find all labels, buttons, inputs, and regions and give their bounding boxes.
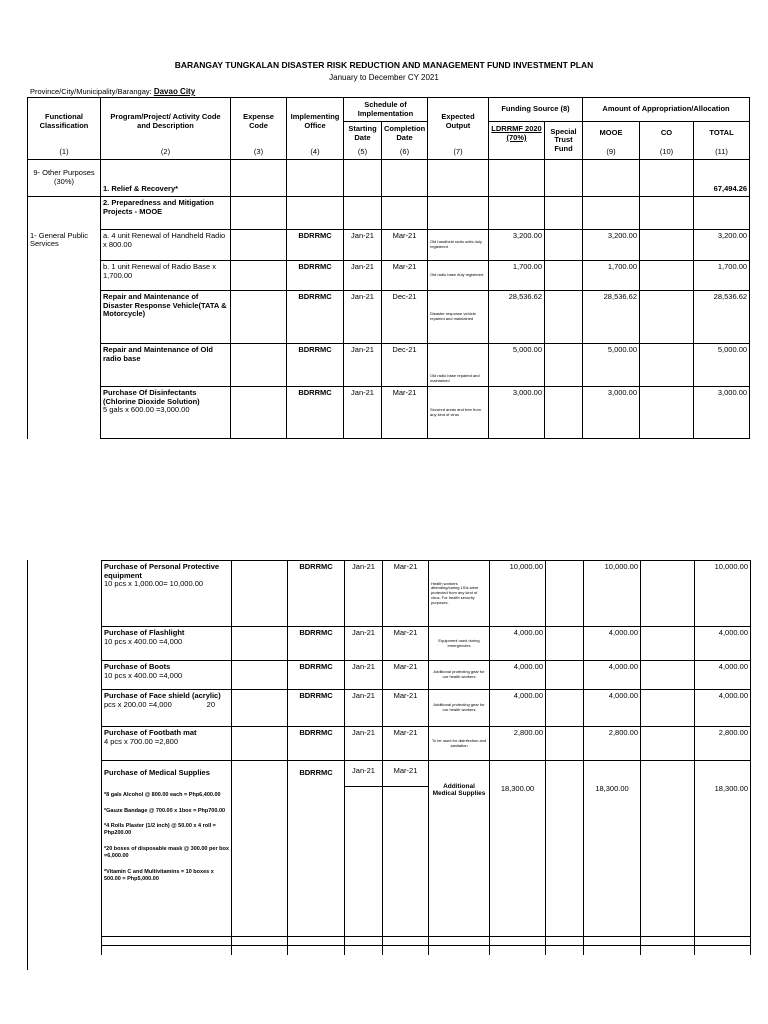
col-schedule: Schedule of Implementation bbox=[344, 98, 428, 122]
section-other-purposes: 9- Other Purposes (30%) bbox=[28, 160, 101, 197]
row-mooe: 28,536.62 bbox=[583, 291, 640, 344]
col-start: Starting Date bbox=[344, 122, 382, 146]
table-row bbox=[28, 261, 750, 291]
row-mooe: 2,800.00 bbox=[584, 727, 641, 761]
medical-item: *4 Rolls Plaster (1/2 inch) @ 50.00 x 4 roll = Php200.00 bbox=[104, 823, 216, 837]
table-row bbox=[28, 387, 750, 439]
row-start: Jan-21 bbox=[345, 561, 383, 627]
row-ldrrmf: 1,700.00 bbox=[489, 261, 545, 291]
row-output: Equipment used during emergencies bbox=[429, 627, 490, 661]
table-row bbox=[102, 946, 751, 955]
col-mooe: MOOE bbox=[583, 122, 640, 146]
row-desc: a. 4 unit Renewal of Handheld Radio x 800.00 bbox=[101, 230, 231, 261]
row-start: Jan-21 bbox=[345, 727, 383, 761]
investment-plan-table-page2 bbox=[101, 560, 751, 955]
medical-total: 18,300.00 bbox=[695, 761, 751, 937]
row-office: BDRRMC bbox=[288, 561, 345, 627]
row-office: BDRRMC bbox=[288, 627, 345, 661]
row-desc: Purchase of Flashlight 10 pcs x 400.00 =4,000 bbox=[102, 627, 232, 661]
row-total: 3,200.00 bbox=[694, 230, 750, 261]
col-funding: Funding Source (8) bbox=[489, 98, 583, 122]
row-start: Jan-21 bbox=[345, 627, 383, 661]
row-total: 4,000.00 bbox=[695, 627, 751, 661]
row-desc: Purchase of Footbath mat 4 pcs x 700.00 =2,800 bbox=[102, 727, 232, 761]
page2-left-border bbox=[27, 560, 28, 970]
row-end: Mar-21 bbox=[383, 627, 429, 661]
num-6: (6) bbox=[382, 146, 428, 160]
row-start: Jan-21 bbox=[344, 261, 382, 291]
medical-output: Additional Medical Supplies bbox=[429, 761, 490, 937]
relief-label: 1. Relief & Recovery* bbox=[101, 160, 231, 197]
row-start: Jan-21 bbox=[344, 344, 382, 387]
row-mooe: 4,000.00 bbox=[584, 690, 641, 727]
num-11: (11) bbox=[694, 146, 750, 160]
row-mooe: 5,000.00 bbox=[583, 344, 640, 387]
row-ldrrmf: 4,000.00 bbox=[490, 661, 546, 690]
num-4: (4) bbox=[287, 146, 344, 160]
preparedness-label: 2. Preparedness and Mitigation Projects - MOOE bbox=[101, 197, 231, 230]
col-completion: Completion Date bbox=[382, 122, 428, 146]
location-label: Province/City/Municipality/Barangay: bbox=[30, 87, 152, 96]
row-end: Mar-21 bbox=[382, 387, 428, 439]
row-total: 10,000.00 bbox=[695, 561, 751, 627]
row-output: Disaster response vehicle repaired and maintained bbox=[428, 291, 489, 344]
row-output: Old handheld radio units duly registered bbox=[428, 230, 489, 261]
row-end: Dec-21 bbox=[382, 344, 428, 387]
row-ldrrmf: 28,536.62 bbox=[489, 291, 545, 344]
row-end: Mar-21 bbox=[382, 230, 428, 261]
row-ldrrmf: 10,000.00 bbox=[490, 561, 546, 627]
row-output: Health workers attending/caring LSIs were protected from any kind of virus. For health security purposes. bbox=[429, 561, 490, 627]
table-row bbox=[102, 690, 751, 727]
row-total: 1,700.00 bbox=[694, 261, 750, 291]
row-desc: Purchase Of Disinfectants (Chlorine Dioxide Solution) 5 gals x 600.00 =3,000.00 bbox=[101, 387, 231, 439]
medical-start: Jan-21 bbox=[345, 761, 383, 937]
row-output: Additional protecting gear for our health workers bbox=[429, 661, 490, 690]
row-end: Mar-21 bbox=[383, 690, 429, 727]
header-number-row bbox=[28, 146, 750, 160]
row-end: Mar-21 bbox=[382, 261, 428, 291]
table-row bbox=[102, 627, 751, 661]
row-office: BDRRMC bbox=[288, 661, 345, 690]
medical-mooe: 18,300.00 bbox=[584, 761, 641, 937]
row-total: 2,800.00 bbox=[695, 727, 751, 761]
row-end: Mar-21 bbox=[383, 661, 429, 690]
table-row bbox=[28, 344, 750, 387]
col-co: CO bbox=[640, 122, 694, 146]
col-program: Program/Project/ Activity Code and Description bbox=[101, 98, 231, 146]
col-trust: Special Trust Fund bbox=[545, 122, 583, 160]
row-desc: Purchase of Boots 10 pcs x 400.00 =4,000 bbox=[102, 661, 232, 690]
row-ldrrmf: 4,000.00 bbox=[490, 690, 546, 727]
num-7: (7) bbox=[428, 146, 489, 160]
num-1: (1) bbox=[28, 146, 101, 160]
row-end: Mar-21 bbox=[383, 561, 429, 627]
row-mooe: 4,000.00 bbox=[584, 661, 641, 690]
medical-ldrrmf: 18,300.00 bbox=[490, 761, 546, 937]
table-row bbox=[102, 561, 751, 627]
row-office: BDRRMC bbox=[287, 344, 344, 387]
row-total: 4,000.00 bbox=[695, 661, 751, 690]
relief-total: 67,494.26 bbox=[694, 160, 750, 197]
header-row-1 bbox=[28, 98, 750, 122]
row-total: 28,536.62 bbox=[694, 291, 750, 344]
row-ldrrmf: 2,800.00 bbox=[490, 727, 546, 761]
medical-supplies-row bbox=[102, 761, 751, 937]
row-mooe: 10,000.00 bbox=[584, 561, 641, 627]
col-output: Expected Output bbox=[428, 98, 489, 146]
col-expense: Expense Code bbox=[231, 98, 287, 146]
num-10: (10) bbox=[640, 146, 694, 160]
plan-period: January to December CY 2021 bbox=[329, 73, 439, 82]
row-end: Dec-21 bbox=[382, 291, 428, 344]
row-total: 5,000.00 bbox=[694, 344, 750, 387]
row-start: Jan-21 bbox=[344, 230, 382, 261]
general-public-services: 1- General Public Services bbox=[28, 230, 101, 439]
row-output: Old radio base duly registered bbox=[428, 261, 489, 291]
table-row bbox=[28, 291, 750, 344]
medical-end: Mar-21 bbox=[383, 761, 429, 937]
medical-item: *Gauze Bandage @ 700.00 x 1box = Php700.00 bbox=[104, 807, 226, 814]
row-output: Old radio base repaired and maintained bbox=[428, 344, 489, 387]
row-start: Jan-21 bbox=[344, 387, 382, 439]
num-8 bbox=[489, 146, 545, 160]
table-row bbox=[102, 661, 751, 690]
medical-desc bbox=[102, 761, 232, 937]
medical-item: *8 gals Alcohol @ 800.00 each = Php6,400.00 bbox=[104, 791, 221, 798]
row-office: BDRRMC bbox=[287, 261, 344, 291]
num-3: (3) bbox=[231, 146, 287, 160]
location-line bbox=[30, 87, 195, 96]
row-ldrrmf: 3,000.00 bbox=[489, 387, 545, 439]
row-ldrrmf: 3,200.00 bbox=[489, 230, 545, 261]
row-total: 3,000.00 bbox=[694, 387, 750, 439]
table-row bbox=[28, 197, 750, 230]
num-5: (5) bbox=[344, 146, 382, 160]
row-output: Secured areas and free from any kind of virus bbox=[428, 387, 489, 439]
num-2: (2) bbox=[101, 146, 231, 160]
col-functional: Functional Classification bbox=[28, 98, 101, 146]
row-office: BDRRMC bbox=[288, 690, 345, 727]
row-start: Jan-21 bbox=[345, 690, 383, 727]
table-row bbox=[102, 727, 751, 761]
row-desc: b. 1 unit Renewal of Radio Base x 1,700.00 bbox=[101, 261, 231, 291]
num-9: (9) bbox=[583, 146, 640, 160]
row-office: BDRRMC bbox=[288, 727, 345, 761]
medical-item: *Vitamin C and Multivitamins = 10 boxes x 500.00 = Php5,000.00 bbox=[104, 868, 214, 882]
row-desc: Purchase of Face shield (acrylic) 20 pcs x 200.00 =4,000 bbox=[102, 690, 232, 727]
row-mooe: 3,200.00 bbox=[583, 230, 640, 261]
row-output: To be used for disinfection and sanitation bbox=[429, 727, 490, 761]
table-row bbox=[28, 160, 750, 197]
medical-item: *20 boxes of disposable mask @ 300.00 per box =6,000.00 bbox=[104, 846, 229, 859]
table-row bbox=[28, 230, 750, 261]
location-value: Davao City bbox=[153, 87, 196, 96]
table-row bbox=[102, 937, 751, 946]
row-end: Mar-21 bbox=[383, 727, 429, 761]
plan-title: BARANGAY TUNGKALAN DISASTER RISK REDUCTION AND MANAGEMENT FUND INVESTMENT PLAN bbox=[174, 60, 594, 70]
col-appropriation: Amount of Appropriation/Allocation bbox=[583, 98, 750, 122]
row-mooe: 4,000.00 bbox=[584, 627, 641, 661]
row-output: Additional protecting gear for our health workers bbox=[429, 690, 490, 727]
row-office: BDRRMC bbox=[287, 291, 344, 344]
row-desc: Repair and Maintenance of Old radio base bbox=[101, 344, 231, 387]
row-office: BDRRMC bbox=[287, 387, 344, 439]
row-office: BDRRMC bbox=[287, 230, 344, 261]
row-total: 4,000.00 bbox=[695, 690, 751, 727]
medical-office: BDRRMC bbox=[288, 761, 345, 937]
col-total: TOTAL bbox=[694, 122, 750, 146]
row-start: Jan-21 bbox=[344, 291, 382, 344]
row-ldrrmf: 4,000.00 bbox=[490, 627, 546, 661]
col-ldrrmf: LDRRMF 2020 (70%) bbox=[489, 122, 545, 146]
investment-plan-table-page1 bbox=[27, 97, 750, 439]
medical-title: Purchase of Medical Supplies bbox=[104, 768, 210, 777]
row-start: Jan-21 bbox=[345, 661, 383, 690]
row-desc: Purchase of Personal Protective equipment 10 pcs x 1,000.00= 10,000.00 bbox=[102, 561, 232, 627]
row-mooe: 3,000.00 bbox=[583, 387, 640, 439]
col-office: Implementing Office bbox=[287, 98, 344, 146]
row-mooe: 1,700.00 bbox=[583, 261, 640, 291]
row-ldrrmf: 5,000.00 bbox=[489, 344, 545, 387]
row-desc: Repair and Maintenance of Disaster Response Vehicle(TATA & Motorcycle) bbox=[101, 291, 231, 344]
